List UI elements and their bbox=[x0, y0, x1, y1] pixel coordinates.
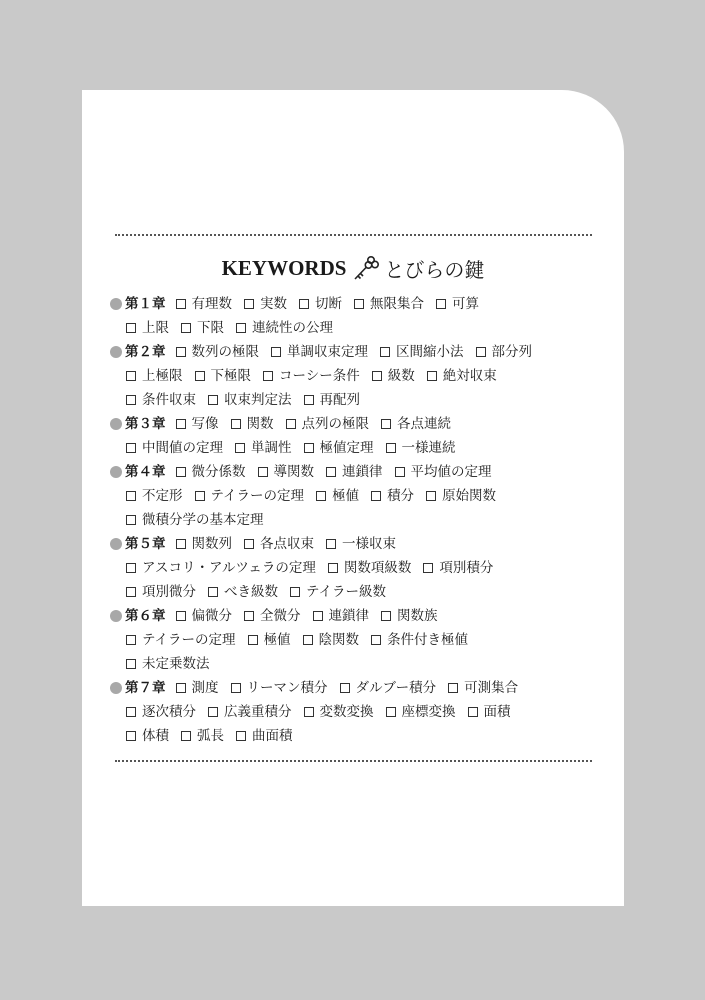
keyword-item bbox=[176, 340, 260, 364]
keyword-text: 極値 bbox=[263, 632, 291, 648]
keyword-item bbox=[126, 364, 183, 388]
keyword-item bbox=[468, 700, 511, 724]
keyword-text: 再配列 bbox=[319, 392, 360, 408]
keyword-item bbox=[126, 628, 236, 652]
keyword-item bbox=[271, 340, 368, 364]
keyword-text: 数列の極限 bbox=[191, 344, 259, 360]
keyword-item bbox=[371, 484, 414, 508]
keyword-item bbox=[176, 460, 246, 484]
checkbox-icon[interactable] bbox=[354, 299, 364, 309]
chapter-row-continued bbox=[110, 580, 610, 604]
chapter-row-continued bbox=[110, 628, 610, 652]
keyword-text: 導関数 bbox=[273, 464, 314, 480]
chapter-label: 第３章 bbox=[125, 416, 166, 432]
keyword-item bbox=[176, 604, 233, 628]
keyword-item bbox=[290, 580, 386, 604]
keyword-text: 平均値の定理 bbox=[410, 464, 492, 480]
checkbox-icon[interactable] bbox=[326, 467, 336, 477]
keyword-text: 部分列 bbox=[491, 344, 532, 360]
keyword-text: 関数列 bbox=[191, 536, 232, 552]
keyword-text: 微分係数 bbox=[191, 464, 246, 480]
keyword-text: 各点収束 bbox=[260, 536, 314, 552]
checkbox-icon[interactable] bbox=[381, 419, 391, 429]
checkbox-icon[interactable] bbox=[395, 467, 405, 477]
checkbox-icon[interactable] bbox=[176, 611, 186, 621]
checkbox-icon[interactable] bbox=[313, 611, 323, 621]
keyword-text: 写像 bbox=[191, 416, 219, 432]
checkbox-icon[interactable] bbox=[304, 395, 314, 405]
checkbox-icon[interactable] bbox=[244, 539, 254, 549]
keyword-text: 全微分 bbox=[260, 608, 301, 624]
keyword-text: 項別微分 bbox=[142, 584, 196, 600]
keyword-item bbox=[126, 388, 196, 412]
keyword-item bbox=[395, 460, 492, 484]
keyword-text: 絶対収束 bbox=[442, 368, 497, 384]
checkbox-icon[interactable] bbox=[303, 635, 313, 645]
checkbox-icon[interactable] bbox=[236, 731, 246, 741]
keyword-item bbox=[126, 316, 169, 340]
keyword-item bbox=[126, 700, 196, 724]
chapter-label: 第７章 bbox=[125, 680, 166, 696]
keyword-item bbox=[195, 484, 305, 508]
keyword-item bbox=[340, 676, 437, 700]
checkbox-icon[interactable] bbox=[126, 707, 136, 717]
chapter-row-continued bbox=[110, 508, 610, 532]
keyword-item bbox=[244, 292, 287, 316]
checkbox-icon[interactable] bbox=[380, 347, 390, 357]
keyword-item bbox=[386, 436, 456, 460]
keyword-text: 項別積分 bbox=[439, 560, 494, 576]
keywords-subtitle: とびらの鍵 bbox=[384, 257, 485, 282]
keyword-item bbox=[354, 292, 424, 316]
keyword-item bbox=[126, 652, 210, 676]
keyword-text: 条件付き極値 bbox=[387, 632, 469, 648]
keyword-text: 積分 bbox=[387, 488, 415, 504]
keyword-text: 無限集合 bbox=[370, 296, 424, 312]
checkbox-icon[interactable] bbox=[304, 443, 314, 453]
checkbox-icon[interactable] bbox=[427, 371, 437, 381]
chapter-row bbox=[110, 604, 610, 628]
checkbox-icon[interactable] bbox=[468, 707, 478, 717]
keyword-item bbox=[326, 532, 396, 556]
keyword-text: 関数族 bbox=[397, 608, 438, 624]
keyword-text: 未定乗数法 bbox=[142, 656, 210, 672]
keyword-item bbox=[126, 556, 316, 580]
checkbox-icon[interactable] bbox=[371, 635, 381, 645]
checkbox-icon[interactable] bbox=[126, 587, 136, 597]
keyword-text: 収束判定法 bbox=[224, 392, 292, 408]
keyword-text: べき級数 bbox=[224, 584, 278, 600]
keyword-item bbox=[208, 580, 278, 604]
checkbox-icon[interactable] bbox=[263, 371, 273, 381]
checkbox-icon[interactable] bbox=[176, 683, 186, 693]
checkbox-icon[interactable] bbox=[386, 443, 396, 453]
chapter-row-continued bbox=[110, 364, 610, 388]
keyword-text: 単調性 bbox=[251, 440, 292, 456]
keyword-text: リーマン積分 bbox=[246, 680, 328, 696]
checkbox-icon[interactable] bbox=[126, 731, 136, 741]
keyword-item bbox=[126, 484, 183, 508]
chapter-label: 第６章 bbox=[125, 608, 166, 624]
keyword-item bbox=[181, 316, 224, 340]
checkbox-icon[interactable] bbox=[244, 299, 254, 309]
checkbox-icon[interactable] bbox=[423, 563, 433, 573]
keyword-text: 偏微分 bbox=[191, 608, 232, 624]
keyword-text: 点列の極限 bbox=[301, 416, 369, 432]
checkbox-icon[interactable] bbox=[476, 347, 486, 357]
keyword-text: 中間値の定理 bbox=[142, 440, 223, 456]
checkbox-icon[interactable] bbox=[195, 371, 205, 381]
keyword-item bbox=[372, 364, 415, 388]
keyword-item bbox=[386, 700, 456, 724]
chapter-row bbox=[110, 412, 610, 436]
keyword-item bbox=[326, 460, 383, 484]
checkbox-icon[interactable] bbox=[126, 515, 136, 525]
keyword-text: テイラーの定理 bbox=[210, 488, 305, 504]
keyword-item bbox=[381, 412, 451, 436]
keyword-item bbox=[380, 340, 464, 364]
keyword-item bbox=[176, 676, 219, 700]
keyword-item bbox=[258, 460, 315, 484]
keyword-text: 微積分学の基本定理 bbox=[142, 512, 264, 528]
checkbox-icon[interactable] bbox=[176, 539, 186, 549]
dotted-divider-bottom bbox=[115, 760, 592, 762]
keyword-text: 関数 bbox=[246, 416, 274, 432]
chapter-label: 第４章 bbox=[125, 464, 166, 480]
keyword-text: 上限 bbox=[142, 320, 169, 336]
checkbox-icon[interactable] bbox=[126, 635, 136, 645]
keyword-text: 連続性の公理 bbox=[252, 320, 333, 336]
keyword-item bbox=[236, 316, 333, 340]
keyword-text: 変数変換 bbox=[319, 704, 374, 720]
bullet-icon bbox=[110, 466, 122, 478]
keyword-item bbox=[231, 412, 274, 436]
bullet-icon bbox=[110, 418, 122, 430]
checkbox-icon[interactable] bbox=[328, 563, 338, 573]
keyword-text: 座標変換 bbox=[401, 704, 456, 720]
keyword-item bbox=[244, 532, 314, 556]
chapter-row bbox=[110, 340, 610, 364]
chapter-row-continued bbox=[110, 436, 610, 460]
chapter-row-continued bbox=[110, 484, 610, 508]
keyword-item bbox=[244, 604, 301, 628]
keyword-text: 区間縮小法 bbox=[396, 344, 464, 360]
keyword-text: 極値 bbox=[332, 488, 360, 504]
keyword-text: 原始関数 bbox=[442, 488, 497, 504]
keyword-item bbox=[231, 676, 328, 700]
checkbox-icon[interactable] bbox=[248, 635, 258, 645]
keyword-item bbox=[381, 604, 438, 628]
keyword-text: 有理数 bbox=[191, 296, 232, 312]
checkbox-icon[interactable] bbox=[340, 683, 350, 693]
checkbox-icon[interactable] bbox=[176, 467, 186, 477]
keyword-text: 面積 bbox=[483, 704, 511, 720]
keyword-item bbox=[176, 412, 219, 436]
chapter-label: 第１章 bbox=[125, 296, 166, 312]
key-icon bbox=[350, 253, 380, 283]
checkbox-icon[interactable] bbox=[126, 563, 136, 573]
keyword-item bbox=[176, 292, 233, 316]
keyword-item bbox=[313, 604, 370, 628]
chapter-row-continued bbox=[110, 556, 610, 580]
checkbox-icon[interactable] bbox=[176, 347, 186, 357]
checkbox-icon[interactable] bbox=[235, 443, 245, 453]
checkbox-icon[interactable] bbox=[236, 323, 246, 333]
keyword-text: 陰関数 bbox=[318, 632, 360, 648]
keyword-text: 広義重積分 bbox=[224, 704, 292, 720]
bullet-icon bbox=[110, 610, 122, 622]
keyword-text: 可算 bbox=[452, 296, 479, 312]
keyword-item bbox=[476, 340, 533, 364]
chapter-row bbox=[110, 532, 610, 556]
checkbox-icon[interactable] bbox=[426, 491, 436, 501]
bullet-icon bbox=[110, 298, 122, 310]
checkbox-icon[interactable] bbox=[195, 491, 205, 501]
dotted-divider-top bbox=[115, 234, 592, 236]
chapter-row-continued bbox=[110, 700, 610, 724]
checkbox-icon[interactable] bbox=[208, 707, 218, 717]
checkbox-icon[interactable] bbox=[231, 683, 241, 693]
keyword-item bbox=[304, 388, 361, 412]
page bbox=[82, 90, 624, 906]
keyword-text: アスコリ・アルツェラの定理 bbox=[142, 560, 316, 576]
keyword-text: 連鎖律 bbox=[328, 608, 369, 624]
keyword-text: テイラーの定理 bbox=[142, 632, 236, 648]
keyword-text: 条件収束 bbox=[142, 392, 196, 408]
checkbox-icon[interactable] bbox=[286, 419, 296, 429]
keyword-item bbox=[235, 436, 292, 460]
keyword-item bbox=[316, 484, 359, 508]
chapter-row-continued bbox=[110, 388, 610, 412]
keyword-item bbox=[126, 436, 223, 460]
keyword-text: 関数項級数 bbox=[343, 560, 412, 576]
keyword-text: テイラー級数 bbox=[306, 584, 387, 600]
keyword-item bbox=[195, 364, 252, 388]
keyword-text: 不定形 bbox=[142, 488, 183, 504]
keyword-item bbox=[286, 412, 370, 436]
keyword-text: 逐次積分 bbox=[142, 704, 196, 720]
checkbox-icon[interactable] bbox=[448, 683, 458, 693]
keyword-text: 曲面積 bbox=[252, 728, 293, 744]
keyword-list bbox=[110, 292, 610, 748]
chapter-row-continued bbox=[110, 652, 610, 676]
keyword-text: 実数 bbox=[260, 296, 287, 312]
bullet-icon bbox=[110, 682, 122, 694]
keyword-text: 弧長 bbox=[197, 728, 224, 744]
chapter-row bbox=[110, 292, 610, 316]
keyword-text: 各点連続 bbox=[397, 416, 451, 432]
checkbox-icon[interactable] bbox=[126, 323, 136, 333]
keyword-item bbox=[371, 628, 468, 652]
keyword-item bbox=[176, 532, 233, 556]
keyword-text: コーシー条件 bbox=[279, 368, 360, 384]
keyword-item bbox=[208, 700, 292, 724]
checkbox-icon[interactable] bbox=[244, 611, 254, 621]
keyword-item bbox=[208, 388, 292, 412]
checkbox-icon[interactable] bbox=[326, 539, 336, 549]
keyword-text: 級数 bbox=[387, 368, 415, 384]
checkbox-icon[interactable] bbox=[181, 731, 191, 741]
checkbox-icon[interactable] bbox=[181, 323, 191, 333]
keyword-item bbox=[126, 580, 196, 604]
keyword-item bbox=[263, 364, 360, 388]
keyword-text: 単調収束定理 bbox=[287, 344, 368, 360]
chapter-row bbox=[110, 676, 610, 700]
keyword-item bbox=[304, 700, 374, 724]
checkbox-icon[interactable] bbox=[231, 419, 241, 429]
checkbox-icon[interactable] bbox=[126, 395, 136, 405]
checkbox-icon[interactable] bbox=[304, 707, 314, 717]
keyword-text: 一様連続 bbox=[401, 440, 456, 456]
keyword-text: ダルブー積分 bbox=[355, 680, 437, 696]
keyword-item bbox=[427, 364, 497, 388]
keyword-text: 可測集合 bbox=[464, 680, 519, 696]
checkbox-icon[interactable] bbox=[372, 371, 382, 381]
chapter-row-continued bbox=[110, 316, 610, 340]
checkbox-icon[interactable] bbox=[176, 299, 186, 309]
checkbox-icon[interactable] bbox=[208, 587, 218, 597]
checkbox-icon[interactable] bbox=[208, 395, 218, 405]
keyword-item bbox=[303, 628, 360, 652]
checkbox-icon[interactable] bbox=[436, 299, 446, 309]
keyword-text: 下限 bbox=[197, 320, 224, 336]
chapter-row-continued bbox=[110, 724, 610, 748]
keyword-item bbox=[448, 676, 518, 700]
keyword-item bbox=[236, 724, 293, 748]
keyword-text: 測度 bbox=[191, 680, 219, 696]
checkbox-icon[interactable] bbox=[126, 659, 136, 669]
keyword-text: 連鎖律 bbox=[342, 464, 383, 480]
keyword-item bbox=[126, 508, 264, 532]
keyword-text: 極値定理 bbox=[319, 440, 374, 456]
keywords-heading bbox=[82, 250, 624, 286]
keyword-item bbox=[181, 724, 224, 748]
bullet-icon bbox=[110, 346, 122, 358]
checkbox-icon[interactable] bbox=[271, 347, 281, 357]
keyword-text: 切断 bbox=[315, 296, 342, 312]
checkbox-icon[interactable] bbox=[176, 419, 186, 429]
keyword-text: 体積 bbox=[142, 728, 169, 744]
keyword-item bbox=[328, 556, 412, 580]
checkbox-icon[interactable] bbox=[126, 491, 136, 501]
checkbox-icon[interactable] bbox=[381, 611, 391, 621]
checkbox-icon[interactable] bbox=[371, 491, 381, 501]
keyword-item bbox=[248, 628, 291, 652]
keyword-item bbox=[423, 556, 493, 580]
chapter-label: 第２章 bbox=[125, 344, 166, 360]
checkbox-icon[interactable] bbox=[299, 299, 309, 309]
checkbox-icon[interactable] bbox=[316, 491, 326, 501]
keywords-title: KEYWORDS bbox=[221, 255, 347, 280]
chapter-row bbox=[110, 460, 610, 484]
keyword-item bbox=[436, 292, 479, 316]
keyword-text: 上極限 bbox=[142, 368, 183, 384]
keyword-item bbox=[126, 724, 169, 748]
chapter-label: 第５章 bbox=[125, 536, 166, 552]
checkbox-icon[interactable] bbox=[126, 371, 136, 381]
checkbox-icon[interactable] bbox=[386, 707, 396, 717]
keyword-text: 下極限 bbox=[210, 368, 251, 384]
checkbox-icon[interactable] bbox=[258, 467, 268, 477]
bullet-icon bbox=[110, 538, 122, 550]
keyword-item bbox=[299, 292, 342, 316]
keyword-item bbox=[304, 436, 374, 460]
checkbox-icon[interactable] bbox=[126, 443, 136, 453]
keyword-item bbox=[426, 484, 496, 508]
keyword-text: 一様収束 bbox=[342, 536, 396, 552]
checkbox-icon[interactable] bbox=[290, 587, 300, 597]
